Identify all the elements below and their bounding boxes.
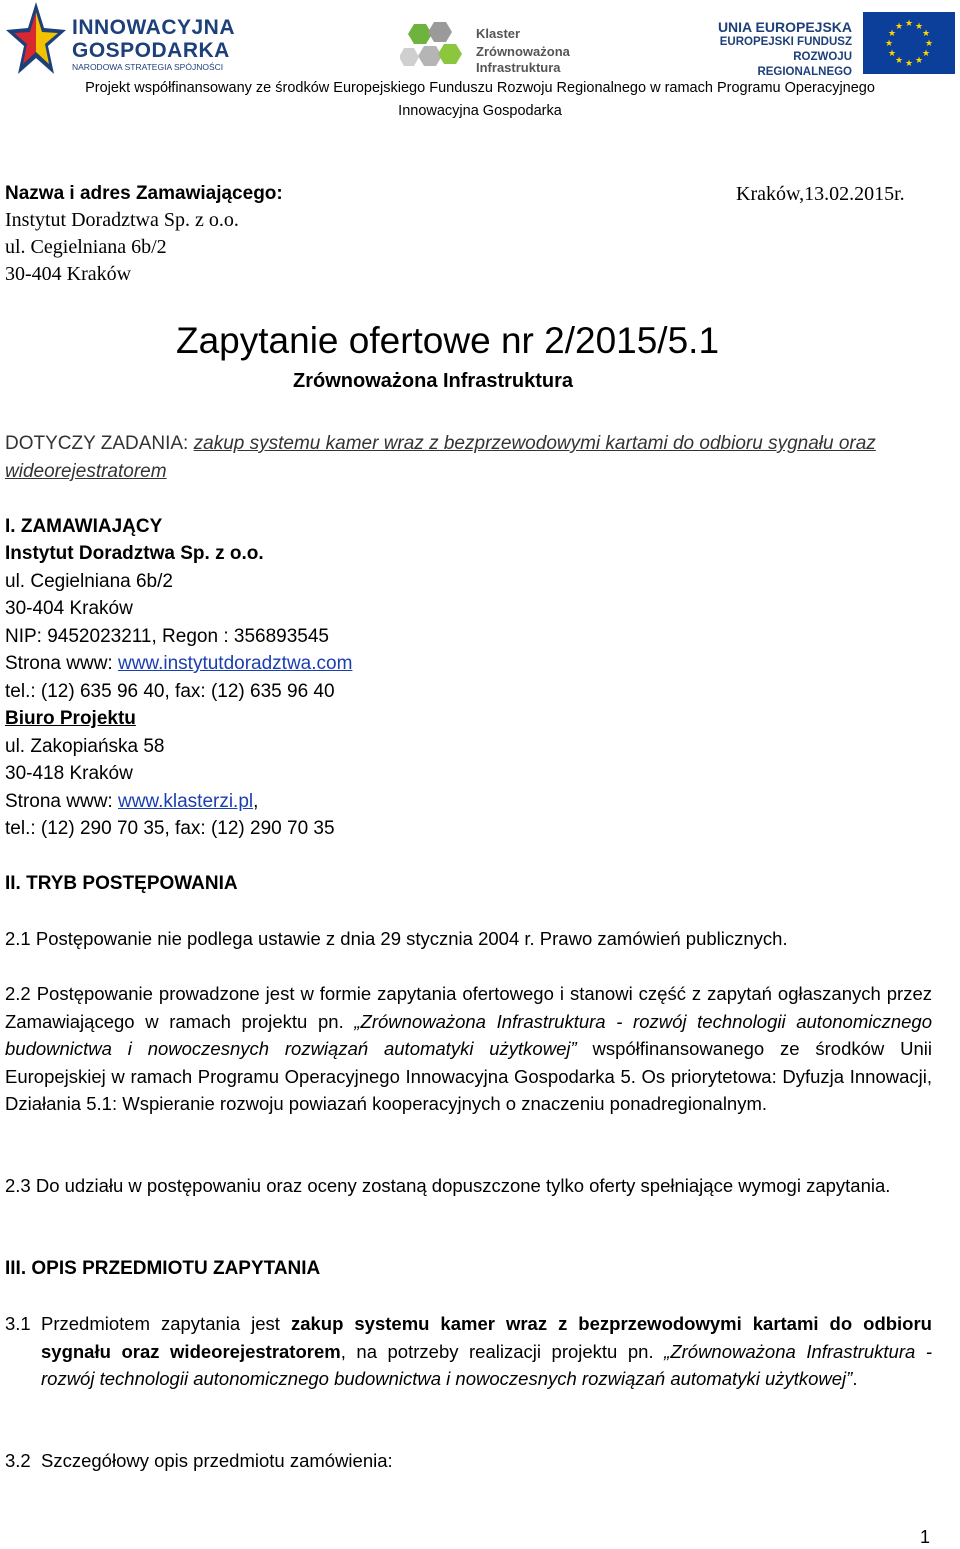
section3-point1-a: Przedmiotem zapytania jest (41, 1313, 291, 1334)
section3-heading: III. OPIS PRZEDMIOTU ZAPYTANIA (5, 1258, 321, 1279)
section1-nip: NIP: 9452023211, Regon : 356893545 (5, 626, 329, 647)
section1-www-label: Strona www: (5, 653, 118, 674)
section2-point1: 2.1 Postępowanie nie podlega ustawie z dnia 29 stycznia 2004 r. Prawo zamówień publicznych. (5, 928, 788, 949)
section2-point2-a: 2.2 Postępowanie prowadzone jest w formie zapytania ofertowego i stanowi część z zapytań ogłaszanych przez Zamawiającego w ramach projektu pn. (5, 983, 932, 1032)
section2-point2-project-name: „Zrównoważona Infrastruktura - rozwój technologii autonomicznego budownictwa i nowoczesnych rozwiązań automatyki użytkowej” (5, 1010, 932, 1059)
addressee-heading: Nazwa i adres Zamawiającego: (5, 183, 283, 204)
place-date: Kraków,13.02.2015r. (736, 183, 905, 205)
section1-city: 30-404 Kraków (5, 598, 133, 619)
svg-text:★: ★ (924, 39, 934, 49)
ig-logo-line1: INNOWACYJNA (72, 16, 236, 39)
ig-star-icon (6, 2, 66, 74)
office-www (5, 788, 258, 816)
section2-point2-c: współfinansowanego ze środków Unii Europejskiej w ramach Programu Operacyjnego Innowacyjna Gospodarka 5. Os priorytetowa: Dyfuzja Innowacji, Działania 5.1: Wspieranie rozwoju powiazań kooperacyjnych o znaczeniu ponadregionalnym. (5, 1038, 932, 1114)
project-funding-line2: Innowacyjna Gospodarka (398, 103, 562, 119)
eu-logo-line2: EUROPEJSKI FUNDUSZ (719, 36, 852, 48)
section1-tel: tel.: (12) 635 96 40, fax: (12) 635 96 40 (5, 681, 335, 702)
svg-text:★: ★ (894, 56, 904, 66)
office-www-label: Strona www: (5, 791, 118, 812)
section1-heading: I. ZAMAWIAJĄCY (5, 516, 163, 537)
klaster-website-link[interactable]: www.klasterzi.pl (117, 791, 254, 812)
office-street: ul. Zakopiańska 58 (5, 736, 165, 757)
office-tel: tel.: (12) 290 70 35, fax: (12) 290 70 35 (5, 818, 335, 839)
svg-text:★: ★ (921, 29, 931, 39)
section2-point3: 2.3 Do udziału w postępowaniu oraz oceny zostaną dopuszczone tylko oferty spełniające wymogi zapytania. (5, 1175, 891, 1196)
eu-flag-icon (863, 12, 955, 74)
section2-heading: II. TRYB POSTĘPOWANIA (5, 873, 238, 894)
page-title: Zapytanie ofertowe nr 2/2015/5.1 (176, 320, 720, 361)
svg-text:★: ★ (887, 29, 897, 39)
addressee-name: Instytut Doradztwa Sp. z o.o. (5, 209, 239, 231)
svg-text:★: ★ (914, 22, 924, 32)
section1-name: Instytut Doradztwa Sp. z o.o. (5, 543, 264, 564)
svg-text:★: ★ (894, 22, 904, 32)
office-city: 30-418 Kraków (5, 763, 133, 784)
innowacyjna-gospodarka-logo (6, 2, 236, 72)
page-subtitle: Zrównoważona Infrastruktura (293, 370, 574, 392)
section3-point1-project-name: „Zrównoważona Infrastruktura - rozwój technologii autonomicznego budownictwa i nowoczesnych rozwiązań automatyki użytkowej” (41, 1340, 933, 1389)
page-number: 1 (920, 1527, 931, 1547)
section2-point2 (5, 980, 932, 1118)
addressee-city: 30-404 Kraków (5, 263, 132, 285)
svg-text:★: ★ (914, 56, 924, 66)
klaster-logo-line2: Zrównoważona (476, 44, 570, 59)
subject-line (5, 430, 876, 458)
section3-point2-number: 3.2 (5, 1450, 31, 1471)
eu-stars-icon (863, 12, 955, 74)
subject-text-2: wideorejestratorem (5, 461, 167, 482)
instytut-website-link[interactable]: www.instytutdoradztwa.com (117, 653, 353, 674)
section3-point1 (41, 1310, 932, 1393)
section3-point1-subject: zakup systemu kamer wraz z bezprzewodowymi kartami do odbioru sygnału oraz wideorejestratorem (41, 1313, 932, 1362)
svg-text:★: ★ (921, 49, 931, 59)
office-www-comma: , (253, 791, 259, 812)
svg-text:★: ★ (887, 49, 897, 59)
project-funding-line1: Projekt współfinansowany ze środków Europejskiego Funduszu Rozwoju Regionalnego w ramach Programu Operacyjnego (85, 80, 875, 96)
section3-point1-number: 3.1 (5, 1313, 31, 1334)
section3-point2: Szczegółowy opis przedmiotu zamówienia: (41, 1450, 393, 1471)
klaster-hexagons-icon (400, 20, 470, 75)
svg-text:★: ★ (884, 39, 894, 49)
ig-logo-line3: NARODOWA STRATEGIA SPÓJNOŚCI (72, 62, 224, 72)
ig-logo-line2: GOSPODARKA (72, 39, 230, 62)
section3-point1-c: , na potrzeby realizacji projektu pn. (340, 1340, 665, 1362)
subject-text-1: zakup systemu kamer wraz z bezprzewodowymi kartami do odbioru sygnału oraz (193, 433, 876, 454)
section1-www (5, 650, 352, 678)
svg-text:★: ★ (904, 59, 914, 69)
eu-logo-line3: ROZWOJU REGIONALNEGO (757, 51, 852, 78)
klaster-logo-line3: Infrastruktura (476, 60, 561, 75)
section3-point1-e: . (852, 1368, 858, 1389)
section1-street: ul. Cegielniana 6b/2 (5, 571, 173, 592)
subject-label: DOTYCZY ZADANIA: (5, 433, 189, 454)
klaster-logo (400, 20, 570, 75)
eu-logo-text (700, 20, 852, 80)
office-heading: Biuro Projektu (5, 708, 136, 729)
klaster-logo-line1: Klaster (476, 26, 521, 41)
eu-logo-line1: UNIA EUROPEJSKA (717, 19, 852, 35)
svg-text:★: ★ (904, 19, 914, 29)
addressee-street: ul. Cegielniana 6b/2 (5, 236, 167, 258)
